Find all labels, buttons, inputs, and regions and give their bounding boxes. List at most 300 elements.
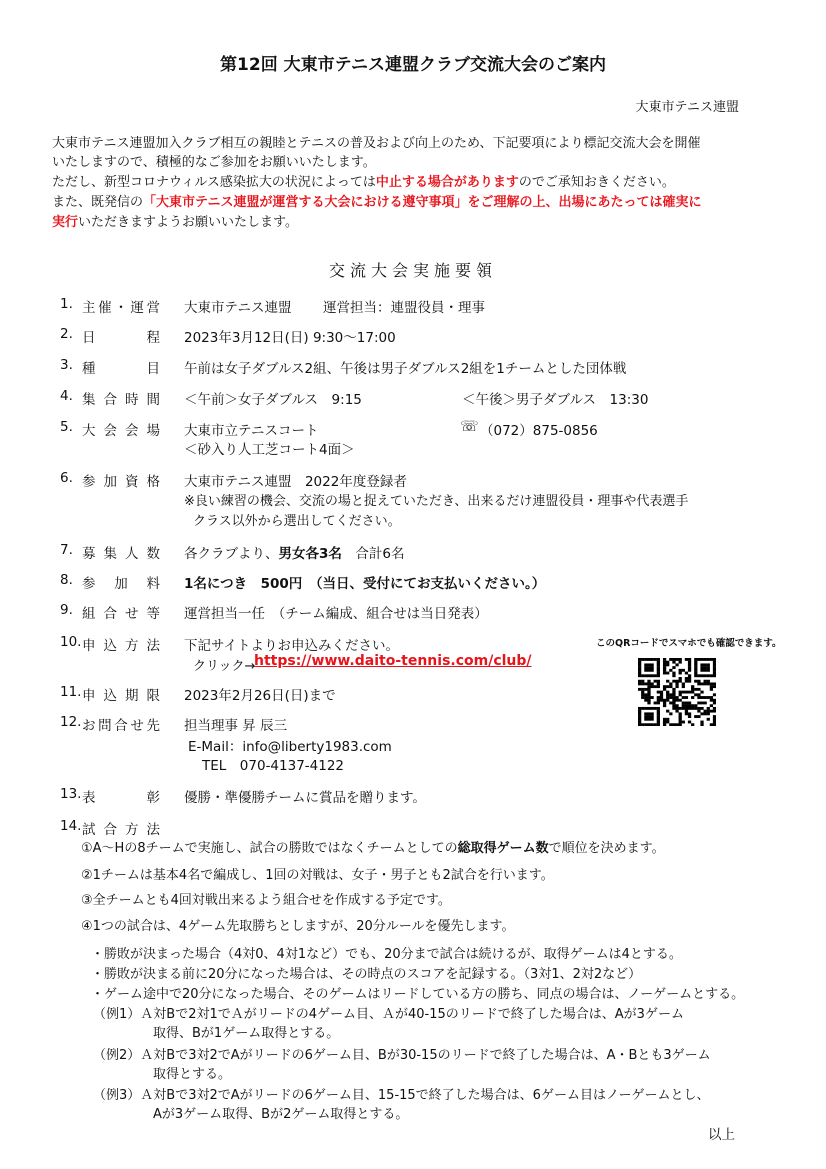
qr-module (641, 707, 644, 710)
qr-module (697, 715, 700, 718)
qr-module (713, 702, 716, 705)
qr-module (713, 663, 716, 666)
qr-module (647, 702, 650, 705)
qr-module (700, 691, 703, 694)
qr-module (688, 712, 691, 715)
rule-2: ②1チームは基本4名で編成し、1回の対戦は、女子・男子とも2試合を行います。 (81, 868, 554, 883)
qr-module (657, 685, 660, 688)
rule-detail: ・勝敗が決まる前に20分になった場合は、その時点のスコアを記録する。（3対1、2対2など） (91, 967, 642, 982)
qr-module (682, 696, 685, 699)
qr-module (672, 693, 675, 696)
item-value: 2023年3月12日(日) 9:30～17:00 (184, 330, 396, 346)
qr-module (694, 672, 697, 675)
qr-module (666, 672, 669, 675)
qr-module (694, 669, 697, 672)
qr-module (638, 682, 641, 685)
qr-module (682, 682, 685, 685)
qr-module (672, 696, 675, 699)
qr-module (638, 712, 641, 715)
rule-4: ④1つの試合は、4ゲーム先取勝ちとしますが、20分ルールを優先します。 (81, 919, 515, 934)
qr-module (657, 718, 660, 721)
qr-module (669, 669, 672, 672)
qr-module (638, 663, 641, 666)
qr-module (713, 682, 716, 685)
qr-module (682, 707, 685, 710)
qr-module (694, 680, 697, 683)
item-label-recruitment: 募 集 人 数 (82, 546, 160, 562)
qr-module (710, 710, 713, 713)
qr-module (685, 691, 688, 694)
qr-module (675, 682, 678, 685)
qr-module (657, 682, 660, 685)
qr-module (647, 688, 650, 691)
item-value: 優勝・準優勝チームに賞品を贈ります。 (184, 790, 426, 806)
qr-module (663, 666, 666, 669)
qr-module (657, 666, 660, 669)
qr-module (710, 699, 713, 702)
qr-module (654, 685, 657, 688)
item-number: 13. (60, 786, 82, 802)
qr-module (657, 658, 660, 661)
qr-module (657, 721, 660, 724)
qr-module (694, 674, 697, 677)
application-link[interactable]: https://www.daito-tennis.com/club/ (254, 653, 532, 669)
qr-module (688, 669, 691, 672)
qr-module (638, 723, 641, 726)
qr-module (679, 707, 682, 710)
qr-module (638, 710, 641, 713)
qr-module (647, 674, 650, 677)
item-label-awards: 表 彰 (82, 790, 160, 806)
qr-module (700, 674, 703, 677)
qr-module (713, 693, 716, 696)
intro-line: 大東市テニス連盟加入クラブ相互の親睦とテニスの普及および向上のため、下記要項により標記交流大会を開催 (52, 136, 701, 151)
qr-module (697, 702, 700, 705)
qr-module (638, 680, 641, 683)
qr-module (644, 712, 647, 715)
qr-module (682, 702, 685, 705)
item-number: 3. (60, 357, 73, 373)
qr-module (694, 658, 697, 661)
item-label-application: 申 込 方 法 (82, 638, 160, 654)
qr-module (663, 658, 666, 661)
venue-phone: （072）875-0856 (480, 423, 598, 439)
qr-module (688, 702, 691, 705)
item-value: 大東市テニス連盟 2022年度登録者 (184, 474, 407, 490)
qr-module (669, 682, 672, 685)
qr-module (688, 704, 691, 707)
qr-module (675, 685, 678, 688)
qr-module (694, 661, 697, 664)
qr-module (713, 707, 716, 710)
qr-module (641, 696, 644, 699)
qr-module (647, 715, 650, 718)
page-title: 第12回 大東市テニス連盟クラブ交流大会のご案内 (220, 55, 606, 75)
qr-module (669, 685, 672, 688)
qr-module (663, 669, 666, 672)
qr-module (697, 693, 700, 696)
rule-1: ①A～Hの8チームで実施し、試合の勝敗ではなくチームとしての総取得ゲーム数で順位を決めます。 (81, 841, 665, 856)
qr-module (654, 702, 657, 705)
qr-module (697, 710, 700, 713)
qr-module (697, 707, 700, 710)
qr-module (710, 723, 713, 726)
qr-module (638, 658, 641, 661)
intro-line: また、既発信の「大東市テニス連盟が運営する大会における遵守事項」をご理解の上、出場にあたっては確実に (52, 195, 702, 210)
qr-module (710, 658, 713, 661)
qr-module (691, 688, 694, 691)
qr-module (644, 658, 647, 661)
qr-module (694, 704, 697, 707)
qr-module (700, 682, 703, 685)
contact-email: E-Mail：info@liberty1983.com (188, 739, 392, 755)
qr-module (654, 674, 657, 677)
qr-module (669, 712, 672, 715)
qr-module (704, 696, 707, 699)
intro-line: いたしますので、積極的なご参加をお願いいたします。 (52, 155, 376, 170)
qr-module (644, 693, 647, 696)
qr-module (700, 658, 703, 661)
qr-module (638, 666, 641, 669)
qr-module (694, 666, 697, 669)
example-3: （例3）Ａ対Bで3対2でAがリードの6ゲーム目、15-15で終了した場合は、6ゲーム目はノーゲームとし、 (93, 1088, 710, 1103)
qr-module (650, 669, 653, 672)
qr-module (644, 707, 647, 710)
qr-module (707, 674, 710, 677)
qr-module (713, 710, 716, 713)
qr-module (666, 680, 669, 683)
qr-module (663, 702, 666, 705)
qr-module (679, 721, 682, 724)
item-value: 2023年2月26日(日)まで (184, 688, 336, 704)
item-value: 運営担当：連盟役員・理事 (323, 300, 485, 316)
qr-module (666, 710, 669, 713)
qr-module (650, 718, 653, 721)
qr-module (644, 696, 647, 699)
qr-module (675, 707, 678, 710)
qr-module (704, 710, 707, 713)
qr-module (682, 721, 685, 724)
qr-module (672, 661, 675, 664)
qr-module (644, 669, 647, 672)
item-value: 大東市立テニスコート (184, 423, 319, 439)
qr-module (657, 691, 660, 694)
qr-module (700, 723, 703, 726)
qr-module (638, 688, 641, 691)
item-label-eligibility: 参 加 資 格 (82, 474, 160, 490)
qr-module (641, 693, 644, 696)
qr-module (675, 696, 678, 699)
qr-module (704, 669, 707, 672)
qr-module (669, 693, 672, 696)
qr-module (672, 688, 675, 691)
qr-module (675, 680, 678, 683)
qr-module (660, 696, 663, 699)
qr-module (650, 674, 653, 677)
qr-module (707, 669, 710, 672)
item-number: 10. (60, 634, 82, 650)
qr-module (691, 707, 694, 710)
qr-module (688, 715, 691, 718)
item-value: 担当理事 昇 辰三 (184, 718, 288, 734)
qr-module (672, 666, 675, 669)
item-label-contact: お 問 合 せ 先 (82, 718, 160, 734)
qr-module (697, 682, 700, 685)
qr-module (657, 674, 660, 677)
qr-module (657, 712, 660, 715)
qr-module (666, 693, 669, 696)
qr-module (641, 723, 644, 726)
qr-module (666, 685, 669, 688)
qr-module (713, 715, 716, 718)
qr-module (685, 658, 688, 661)
qr-module (657, 702, 660, 705)
qr-module (688, 663, 691, 666)
qr-module (713, 699, 716, 702)
qr-module (663, 663, 666, 666)
qr-module (666, 663, 669, 666)
item-label-meeting-time: 集 合 時 間 (82, 392, 160, 408)
qr-module (675, 710, 678, 713)
item-value: ＜砂入り人工芝コート4面＞ (184, 442, 355, 458)
cancel-warning: 中止する場合があります (375, 175, 519, 190)
qr-module (710, 696, 713, 699)
qr-module (704, 658, 707, 661)
qr-module (685, 704, 688, 707)
qr-module (647, 682, 650, 685)
qr-module (663, 688, 666, 691)
qr-module (657, 696, 660, 699)
qr-module (672, 680, 675, 683)
item-label-fee: 参 加 料 (82, 576, 160, 592)
qr-module (688, 691, 691, 694)
qr-module (679, 712, 682, 715)
item-number: 11. (60, 684, 82, 700)
qr-module (713, 661, 716, 664)
item-value: ＜午後＞男子ダブルス 13:30 (462, 392, 649, 408)
item-value: 大東市テニス連盟 (184, 300, 292, 316)
qr-module (675, 663, 678, 666)
item-number: 7. (60, 542, 73, 558)
qr-module (647, 685, 650, 688)
qr-module (682, 691, 685, 694)
qr-module (641, 674, 644, 677)
qr-module (657, 699, 660, 702)
qr-module (650, 682, 653, 685)
item-number: 9. (60, 602, 73, 618)
qr-module (647, 680, 650, 683)
qr-module (647, 691, 650, 694)
item-number: 8. (60, 572, 73, 588)
qr-module (660, 693, 663, 696)
qr-module (666, 696, 669, 699)
phone-icon: ☏ (460, 417, 479, 435)
qr-module (691, 691, 694, 694)
item-label-match-method: 試 合 方 法 (82, 822, 160, 838)
qr-module (679, 693, 682, 696)
qr-module (650, 707, 653, 710)
qr-module (685, 710, 688, 713)
qr-module (650, 723, 653, 726)
qr-module (685, 712, 688, 715)
qr-module (710, 704, 713, 707)
qr-module (672, 674, 675, 677)
qr-module (672, 704, 675, 707)
qr-module (663, 699, 666, 702)
qr-module (707, 680, 710, 683)
qr-module (700, 721, 703, 724)
qr-module (688, 721, 691, 724)
qr-module (663, 685, 666, 688)
qr-module (669, 696, 672, 699)
qr-module (638, 718, 641, 721)
qr-module (657, 715, 660, 718)
qr-module (700, 669, 703, 672)
qr-module (679, 691, 682, 694)
qr-module (685, 672, 688, 675)
qr-module (713, 718, 716, 721)
qr-module (654, 707, 657, 710)
qr-module (697, 696, 700, 699)
organizer-name: 大東市テニス連盟 (635, 100, 739, 115)
qr-module (685, 677, 688, 680)
item-label-organizer: 主 催 ・ 運 営 (82, 300, 160, 316)
qr-module (679, 658, 682, 661)
qr-module (638, 721, 641, 724)
qr-module (657, 661, 660, 664)
example-3-cont: Aが3ゲーム取得、Bが2ゲーム取得とする。 (153, 1107, 409, 1122)
qr-module (638, 674, 641, 677)
example-2-cont: 取得とする。 (153, 1067, 232, 1082)
qr-module (644, 715, 647, 718)
qr-module (697, 658, 700, 661)
qr-module (657, 707, 660, 710)
qr-module (688, 666, 691, 669)
qr-module (647, 666, 650, 669)
qr-module (694, 707, 697, 710)
qr-module (657, 672, 660, 675)
qr-module (707, 658, 710, 661)
qr-module (713, 672, 716, 675)
qr-module (666, 661, 669, 664)
qr-module (666, 721, 669, 724)
item-number: 14. (60, 818, 82, 834)
qr-module (713, 674, 716, 677)
qr-module (663, 704, 666, 707)
qr-module (663, 718, 666, 721)
qr-module (682, 669, 685, 672)
qr-module (688, 661, 691, 664)
qr-module (685, 680, 688, 683)
qr-module (679, 672, 682, 675)
qr-module (713, 723, 716, 726)
qr-module (679, 718, 682, 721)
qr-module (713, 669, 716, 672)
qr-module (704, 674, 707, 677)
qr-module (654, 723, 657, 726)
qr-module (654, 658, 657, 661)
qr-module (679, 715, 682, 718)
qr-module (644, 682, 647, 685)
qr-module (672, 691, 675, 694)
qr-note: このQRコードでスマホでも確認できます。 (596, 638, 782, 649)
qr-module (672, 702, 675, 705)
item-number: 12. (60, 714, 82, 730)
qr-module (694, 715, 697, 718)
qr-module (675, 658, 678, 661)
item-number: 4. (60, 388, 73, 404)
qr-module (638, 669, 641, 672)
qr-module (707, 710, 710, 713)
qr-code[interactable] (638, 658, 716, 726)
qr-module (704, 680, 707, 683)
qr-module (697, 674, 700, 677)
qr-module (682, 704, 685, 707)
item-value: 各クラブより、男女各3名 合計6名 (184, 546, 405, 562)
item-number: 1. (60, 296, 73, 312)
qr-module (672, 723, 675, 726)
qr-module (700, 712, 703, 715)
section-title: 交流大会実施要領 (328, 261, 497, 280)
item-value: 下記サイトよりお申込みください。 (184, 638, 400, 654)
qr-module (669, 702, 672, 705)
qr-module (650, 663, 653, 666)
qr-module (650, 712, 653, 715)
qr-module (679, 723, 682, 726)
qr-module (691, 696, 694, 699)
qr-module (704, 712, 707, 715)
qr-module (669, 658, 672, 661)
qr-module (697, 680, 700, 683)
qr-module (679, 661, 682, 664)
qr-module (710, 682, 713, 685)
qr-module (704, 682, 707, 685)
qr-module (694, 663, 697, 666)
item-label-date: 日 程 (82, 330, 160, 346)
example-1: （例1）Ａ対Bで2対1でＡがリードの4ゲーム目、Ａが40-15のリードで終了した場合は、Aが3ゲーム (93, 1007, 684, 1022)
qr-module (641, 680, 644, 683)
end-mark: 以上 (708, 1127, 735, 1143)
qr-module (650, 715, 653, 718)
qr-module (672, 707, 675, 710)
qr-module (638, 672, 641, 675)
rule-detail: ・ゲーム途中で20分になった場合、そのゲームはリードしている方の勝ち、同点の場合は、ノーゲームとする。 (91, 987, 745, 1002)
qr-module (638, 715, 641, 718)
qr-module (688, 680, 691, 683)
qr-module (682, 685, 685, 688)
qr-module (650, 685, 653, 688)
qr-module (647, 663, 650, 666)
qr-module (675, 699, 678, 702)
contact-phone: TEL 070-4137-4122 (202, 758, 345, 774)
qr-module (666, 718, 669, 721)
qr-module (657, 663, 660, 666)
qr-module (647, 707, 650, 710)
qr-module (707, 682, 710, 685)
qr-module (641, 688, 644, 691)
qr-module (688, 674, 691, 677)
item-note: クラス以外から選出してください。 (193, 514, 401, 529)
item-number: 5. (60, 419, 73, 435)
qr-module (704, 702, 707, 705)
qr-module (647, 696, 650, 699)
qr-module (685, 707, 688, 710)
qr-module (691, 723, 694, 726)
item-value: ＜午前＞女子ダブルス 9:15 (184, 392, 362, 408)
qr-module (679, 669, 682, 672)
qr-module (641, 682, 644, 685)
qr-module (675, 704, 678, 707)
